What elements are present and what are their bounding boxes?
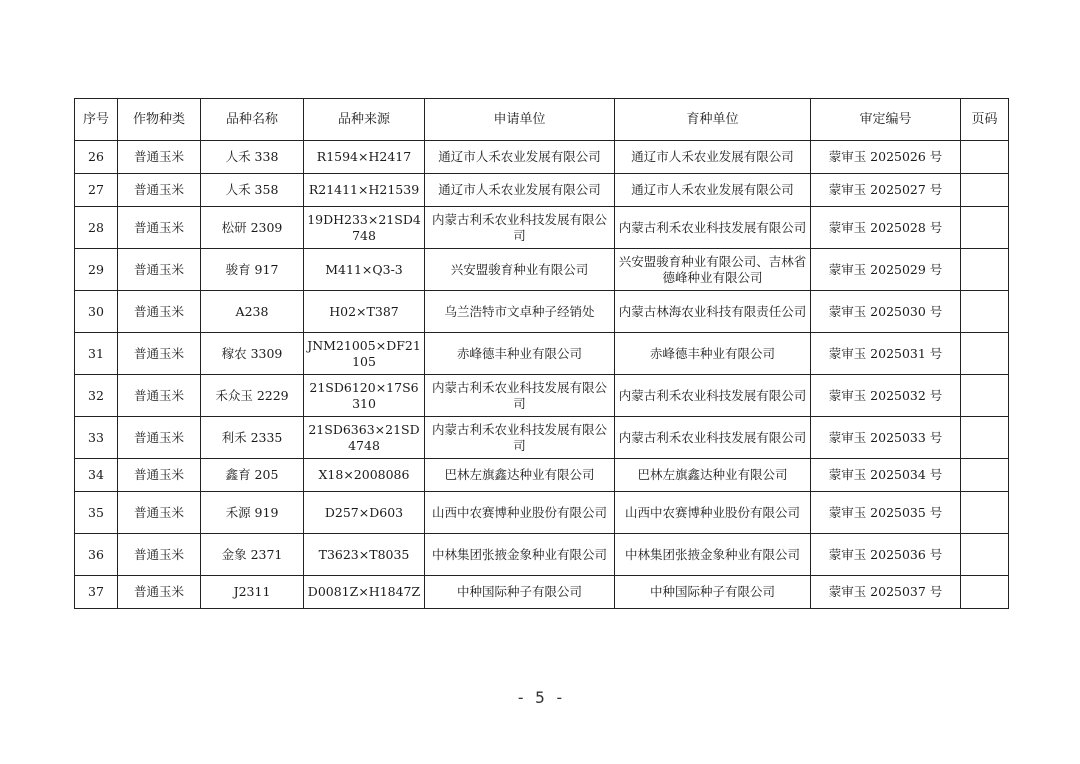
cell-variety-name: 骏育 917 xyxy=(201,249,304,291)
cell-applicant: 山西中农赛博种业股份有限公司 xyxy=(425,492,615,534)
cell-page xyxy=(961,375,1009,417)
cell-variety-name: 人禾 338 xyxy=(201,141,304,174)
cell-approval-number: 蒙审玉 2025033 号 xyxy=(811,417,961,459)
cell-crop-type: 普通玉米 xyxy=(118,375,201,417)
cell-crop-type: 普通玉米 xyxy=(118,534,201,576)
cell-variety-source: D0081Z×H1847Z xyxy=(304,576,425,609)
cell-approval-number: 蒙审玉 2025029 号 xyxy=(811,249,961,291)
table-header-row xyxy=(75,99,1009,141)
cell-variety-name: 松研 2309 xyxy=(201,207,304,249)
cell-index: 34 xyxy=(75,459,118,492)
cell-page xyxy=(961,174,1009,207)
cell-applicant: 内蒙古利禾农业科技发展有限公司 xyxy=(425,375,615,417)
cell-applicant: 巴林左旗鑫达种业有限公司 xyxy=(425,459,615,492)
cell-approval-number: 蒙审玉 2025031 号 xyxy=(811,333,961,375)
table-row xyxy=(75,417,1009,459)
cell-breeder: 内蒙古利禾农业科技发展有限公司 xyxy=(615,375,811,417)
cell-index: 31 xyxy=(75,333,118,375)
cell-breeder: 内蒙古林海农业科技有限责任公司 xyxy=(615,291,811,333)
cell-variety-name: 禾众玉 2229 xyxy=(201,375,304,417)
header-variety-name: 品种名称 xyxy=(201,99,304,141)
cell-breeder: 通辽市人禾农业发展有限公司 xyxy=(615,141,811,174)
cell-applicant: 兴安盟骏育种业有限公司 xyxy=(425,249,615,291)
cell-breeder: 赤峰德丰种业有限公司 xyxy=(615,333,811,375)
table-row xyxy=(75,459,1009,492)
table-row xyxy=(75,375,1009,417)
cell-variety-source: H02×T387 xyxy=(304,291,425,333)
cell-breeder: 中种国际种子有限公司 xyxy=(615,576,811,609)
cell-variety-source: R21411×H21539 xyxy=(304,174,425,207)
cell-page xyxy=(961,249,1009,291)
cell-approval-number: 蒙审玉 2025035 号 xyxy=(811,492,961,534)
cell-variety-source: D257×D603 xyxy=(304,492,425,534)
cell-index: 29 xyxy=(75,249,118,291)
table-row xyxy=(75,291,1009,333)
table-row xyxy=(75,174,1009,207)
header-variety-source: 品种来源 xyxy=(304,99,425,141)
cell-breeder: 内蒙古利禾农业科技发展有限公司 xyxy=(615,417,811,459)
cell-approval-number: 蒙审玉 2025028 号 xyxy=(811,207,961,249)
cell-breeder: 通辽市人禾农业发展有限公司 xyxy=(615,174,811,207)
cell-index: 32 xyxy=(75,375,118,417)
cell-approval-number: 蒙审玉 2025030 号 xyxy=(811,291,961,333)
cell-applicant: 通辽市人禾农业发展有限公司 xyxy=(425,141,615,174)
header-breeder: 育种单位 xyxy=(615,99,811,141)
cell-approval-number: 蒙审玉 2025032 号 xyxy=(811,375,961,417)
cell-variety-name: 金象 2371 xyxy=(201,534,304,576)
cell-page xyxy=(961,333,1009,375)
cell-variety-name: 鑫育 205 xyxy=(201,459,304,492)
cell-page xyxy=(961,141,1009,174)
table-row xyxy=(75,534,1009,576)
header-approval-number: 审定编号 xyxy=(811,99,961,141)
cell-variety-source: 19DH233×21SD4748 xyxy=(304,207,425,249)
cell-breeder: 中林集团张掖金象种业有限公司 xyxy=(615,534,811,576)
cell-index: 35 xyxy=(75,492,118,534)
cell-applicant: 中种国际种子有限公司 xyxy=(425,576,615,609)
cell-crop-type: 普通玉米 xyxy=(118,333,201,375)
page-number: - 5 - xyxy=(515,688,565,707)
cell-crop-type: 普通玉米 xyxy=(118,141,201,174)
cell-crop-type: 普通玉米 xyxy=(118,492,201,534)
cell-variety-name: 禾源 919 xyxy=(201,492,304,534)
cell-index: 30 xyxy=(75,291,118,333)
cell-variety-name: 稼农 3309 xyxy=(201,333,304,375)
cell-approval-number: 蒙审玉 2025027 号 xyxy=(811,174,961,207)
cell-breeder: 内蒙古利禾农业科技发展有限公司 xyxy=(615,207,811,249)
cell-approval-number: 蒙审玉 2025034 号 xyxy=(811,459,961,492)
cell-applicant: 内蒙古利禾农业科技发展有限公司 xyxy=(425,207,615,249)
cell-page xyxy=(961,459,1009,492)
cell-variety-name: 利禾 2335 xyxy=(201,417,304,459)
cell-crop-type: 普通玉米 xyxy=(118,207,201,249)
cell-index: 28 xyxy=(75,207,118,249)
cell-index: 37 xyxy=(75,576,118,609)
cell-variety-source: M411×Q3-3 xyxy=(304,249,425,291)
variety-approval-table xyxy=(74,98,1009,609)
cell-page xyxy=(961,291,1009,333)
cell-applicant: 内蒙古利禾农业科技发展有限公司 xyxy=(425,417,615,459)
cell-variety-source: R1594×H2417 xyxy=(304,141,425,174)
cell-index: 36 xyxy=(75,534,118,576)
cell-breeder: 巴林左旗鑫达种业有限公司 xyxy=(615,459,811,492)
cell-page xyxy=(961,417,1009,459)
table-row xyxy=(75,576,1009,609)
cell-variety-name: J2311 xyxy=(201,576,304,609)
cell-approval-number: 蒙审玉 2025026 号 xyxy=(811,141,961,174)
table-row xyxy=(75,333,1009,375)
cell-approval-number: 蒙审玉 2025036 号 xyxy=(811,534,961,576)
cell-applicant: 赤峰德丰种业有限公司 xyxy=(425,333,615,375)
cell-applicant: 中林集团张掖金象种业有限公司 xyxy=(425,534,615,576)
cell-crop-type: 普通玉米 xyxy=(118,291,201,333)
cell-index: 33 xyxy=(75,417,118,459)
table-row xyxy=(75,492,1009,534)
cell-variety-name: A238 xyxy=(201,291,304,333)
header-crop-type: 作物种类 xyxy=(118,99,201,141)
cell-applicant: 乌兰浩特市文卓种子经销处 xyxy=(425,291,615,333)
cell-variety-source: X18×2008086 xyxy=(304,459,425,492)
cell-variety-source: 21SD6120×17S6310 xyxy=(304,375,425,417)
cell-page xyxy=(961,492,1009,534)
header-applicant: 申请单位 xyxy=(425,99,615,141)
table-row xyxy=(75,141,1009,174)
table-row xyxy=(75,207,1009,249)
cell-approval-number: 蒙审玉 2025037 号 xyxy=(811,576,961,609)
cell-crop-type: 普通玉米 xyxy=(118,459,201,492)
cell-crop-type: 普通玉米 xyxy=(118,576,201,609)
table-row xyxy=(75,249,1009,291)
cell-variety-source: T3623×T8035 xyxy=(304,534,425,576)
cell-crop-type: 普通玉米 xyxy=(118,249,201,291)
cell-variety-name: 人禾 358 xyxy=(201,174,304,207)
cell-index: 26 xyxy=(75,141,118,174)
cell-crop-type: 普通玉米 xyxy=(118,174,201,207)
header-page: 页码 xyxy=(961,99,1009,141)
cell-variety-source: 21SD6363×21SD4748 xyxy=(304,417,425,459)
cell-variety-source: JNM21005×DF21105 xyxy=(304,333,425,375)
cell-page xyxy=(961,534,1009,576)
cell-page xyxy=(961,576,1009,609)
cell-page xyxy=(961,207,1009,249)
cell-index: 27 xyxy=(75,174,118,207)
cell-breeder: 兴安盟骏育种业有限公司、吉林省德峰种业有限公司 xyxy=(615,249,811,291)
cell-crop-type: 普通玉米 xyxy=(118,417,201,459)
cell-applicant: 通辽市人禾农业发展有限公司 xyxy=(425,174,615,207)
cell-breeder: 山西中农赛博种业股份有限公司 xyxy=(615,492,811,534)
header-index: 序号 xyxy=(75,99,118,141)
